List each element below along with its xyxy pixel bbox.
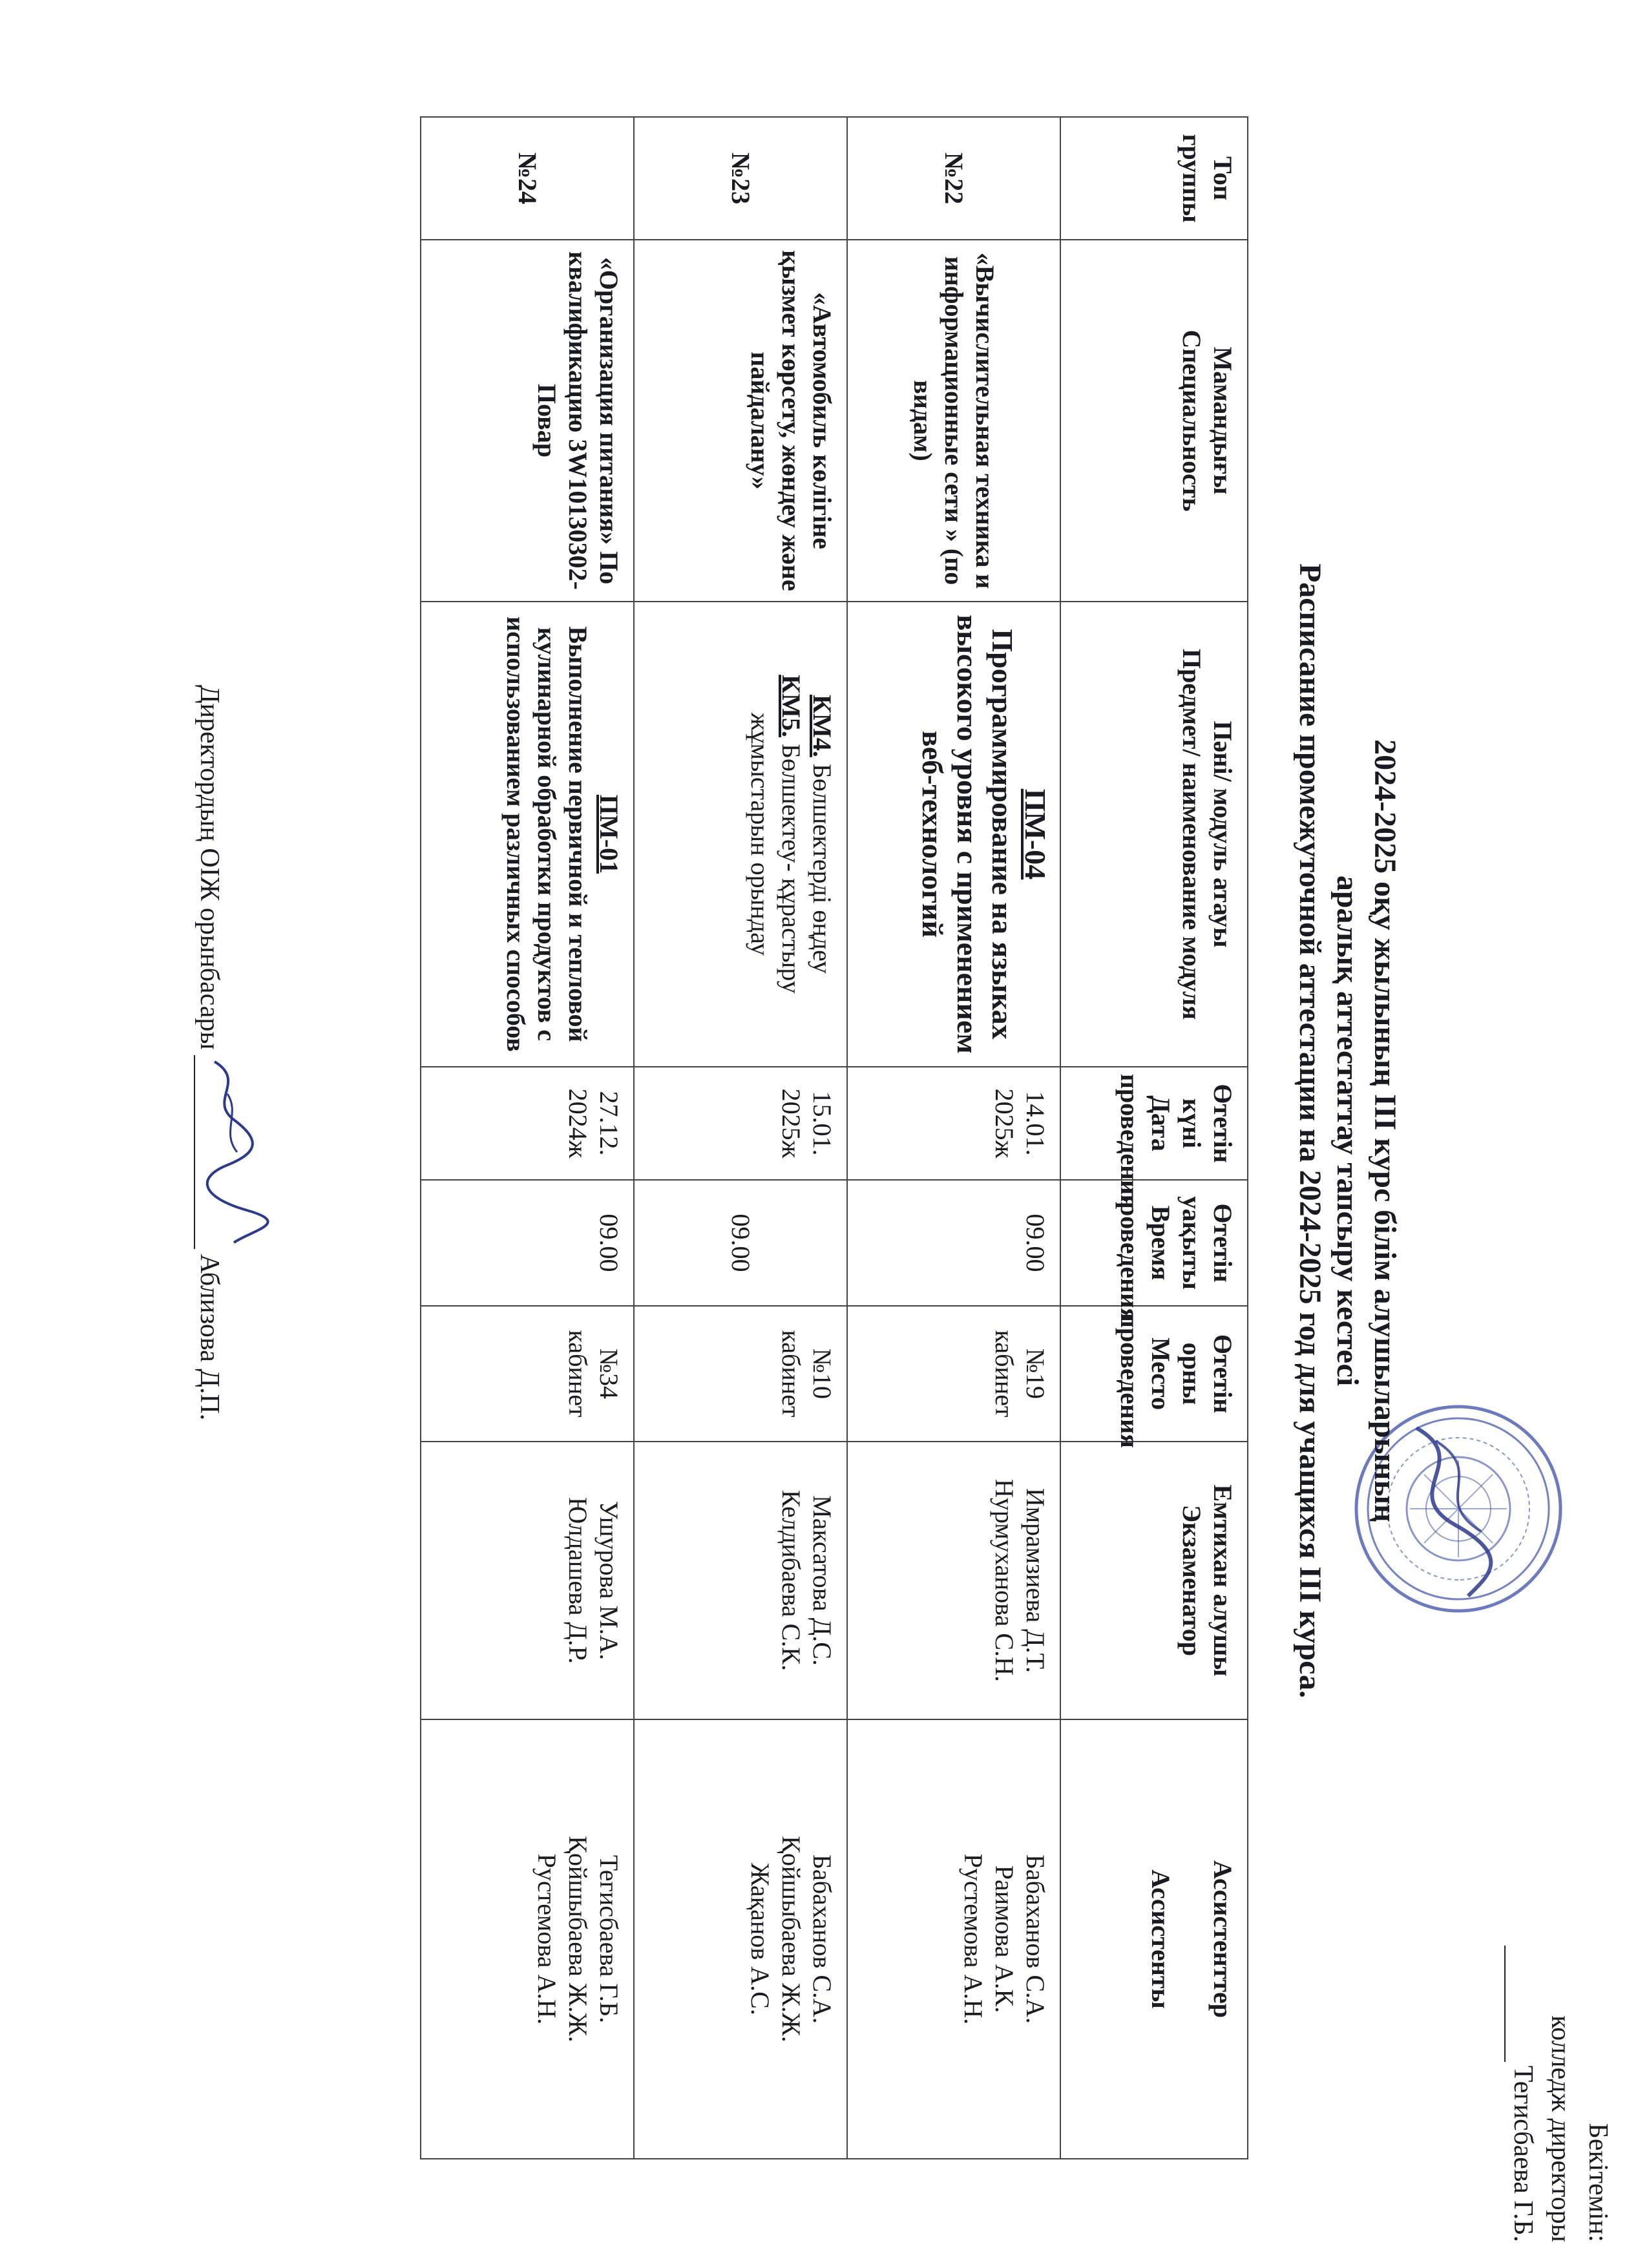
assistants-cell: Тегисбаева Г.Б. Қойшыбаева Ж.Ж. Рустемова А.Н. — [421, 1719, 634, 2159]
approval-line-2: колледж директоры — [1546, 2015, 1575, 2242]
date-cell: 15.01. 2025ж — [634, 1067, 847, 1180]
title-line-1: 2024-2025 оқу жылының ІІІ курс білім алушыларының — [1368, 739, 1402, 1522]
header-specialty: Мамандығы Специальность — [1060, 240, 1248, 602]
approval-director-name: Тегисбаева Г.Б. — [1508, 2065, 1538, 2242]
handwritten-signature-icon — [195, 1055, 273, 1249]
approval-block — [1504, 1938, 1617, 2242]
module-name: Программирование на языках высокого уровня с применением веб-технологий — [916, 614, 1019, 1054]
place-cell: №34 кабинет — [421, 1306, 634, 1442]
header-subject: Пәні/ модуль атауы Предмет/ наименование модуля — [1060, 602, 1248, 1067]
document-titles — [1291, 226, 1403, 2035]
table-row — [847, 117, 1060, 2159]
footer-signature-line — [194, 685, 253, 1719]
module-cell — [421, 602, 634, 1067]
module-name: Выполнение первичной и тепловой кулинарной обработки продуктов с использованием различных способов — [501, 616, 593, 1052]
place-cell: №10 кабинет — [634, 1306, 847, 1442]
group-cell: №22 — [847, 117, 1060, 240]
km5-line: КМ5. Бөлшектеу- құрастыру жұмыстарын орындау — [746, 675, 806, 994]
header-place: Өтетін орны Место проведения — [1060, 1306, 1248, 1442]
date-cell: 27.12. 2024ж — [421, 1067, 634, 1180]
group-cell: №23 — [634, 117, 847, 240]
module-cell — [634, 602, 847, 1067]
header-group: Топ группы — [1060, 117, 1248, 240]
title-line-3: Расписание промежуточной аттестации на 2024-2025 год для учащихся ІІІ курса. — [1293, 563, 1327, 1699]
table-row — [634, 117, 847, 2159]
header-time: Өтетін уақыты Время проведения — [1060, 1180, 1248, 1306]
specialty-cell: «Вычислительная техника и информационные сети » (по видам) — [847, 240, 1060, 602]
title-line-2: аралық аттестаттау тапсыру кестесі — [1330, 875, 1365, 1387]
attestation-schedule-table — [420, 116, 1248, 2159]
km4-line: КМ4. Бөлшектерді өңдеу — [808, 695, 837, 974]
table-row — [421, 117, 634, 2159]
deputy-role: Директордың ОІЖ орынбасары — [194, 685, 224, 1050]
examiner-cell: Максатова Д.С. Келдибаева С.К. — [634, 1442, 847, 1719]
header-assistants: Ассистенттер Ассистенты — [1060, 1719, 1248, 2159]
time-cell: 09.00 — [634, 1180, 847, 1306]
place-cell: №19 кабинет — [847, 1306, 1060, 1442]
examiner-cell: Имрамзиева Д.Т. Нурмуханова С.Н. — [847, 1442, 1060, 1719]
date-cell: 14.01. 2025ж — [847, 1067, 1060, 1180]
approval-signature-blank — [1504, 1946, 1531, 2062]
table-header-row — [1060, 117, 1248, 2159]
module-cell — [847, 602, 1060, 1067]
module-code: ПМ-04 — [1019, 788, 1052, 880]
deputy-signature — [194, 1055, 253, 1249]
header-date: Өтетін күні Дата проведения — [1060, 1067, 1248, 1180]
approval-line-1: Бекітемін: — [1583, 2123, 1613, 2242]
assistants-cell: Бабаханов С.А. Раимова А.К. Рустемова А.Н. — [847, 1719, 1060, 2159]
examiner-cell: Ушурова М.А. Юлдашева Д.Р. — [421, 1442, 634, 1719]
time-cell: 09.00 — [421, 1180, 634, 1306]
deputy-name: Аблизова Д.П. — [194, 1254, 224, 1421]
group-cell: №24 — [421, 117, 634, 240]
approval-line-3 — [1504, 1938, 1542, 2242]
module-code: ПМ-01 — [594, 794, 624, 874]
assistants-cell: Бабаханов С.А. Қойшыбаева Ж.Ж. Жақанов А.С. — [634, 1719, 847, 2159]
specialty-cell: «Автомобиль көлігіне қызмет көрсету, жөндеу және пайдалану» — [634, 240, 847, 602]
specialty-cell: «Организация питания» По квалификацию 3W10130302-Повар — [421, 240, 634, 602]
header-examiner: Емтихан алушы Экзаменатор — [1060, 1442, 1248, 1719]
time-cell: 09.00 — [847, 1180, 1060, 1306]
